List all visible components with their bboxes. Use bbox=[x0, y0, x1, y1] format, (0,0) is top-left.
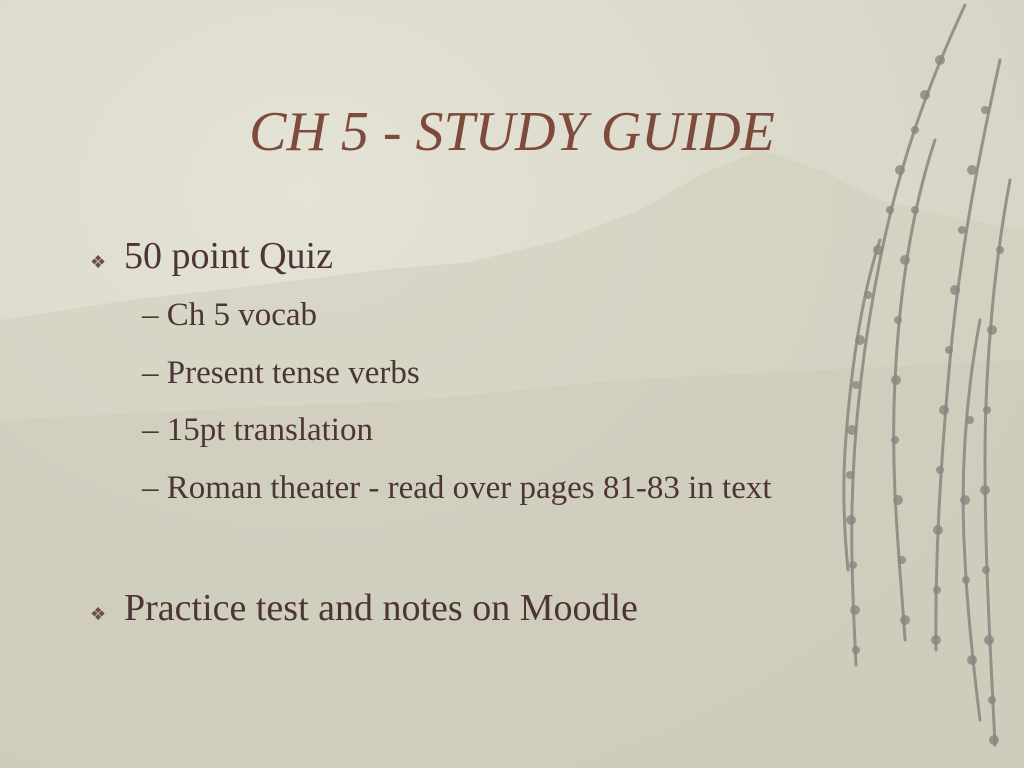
slide-title: CH 5 - STUDY GUIDE bbox=[249, 101, 775, 163]
bullet-text: 50 point Quiz bbox=[124, 235, 333, 277]
diamond-bullet-icon: ❖ bbox=[90, 252, 107, 272]
bullet-item bbox=[90, 234, 333, 278]
sub-item: – Roman theater - read over pages 81-83 in text bbox=[142, 470, 772, 506]
sub-item: – Present tense verbs bbox=[142, 355, 420, 391]
bullet-item bbox=[90, 586, 638, 630]
sub-item: – 15pt translation bbox=[142, 412, 373, 448]
bullet-text: Practice test and notes on Moodle bbox=[124, 587, 638, 629]
diamond-bullet-icon: ❖ bbox=[90, 604, 107, 624]
sub-item: – Ch 5 vocab bbox=[142, 297, 318, 333]
